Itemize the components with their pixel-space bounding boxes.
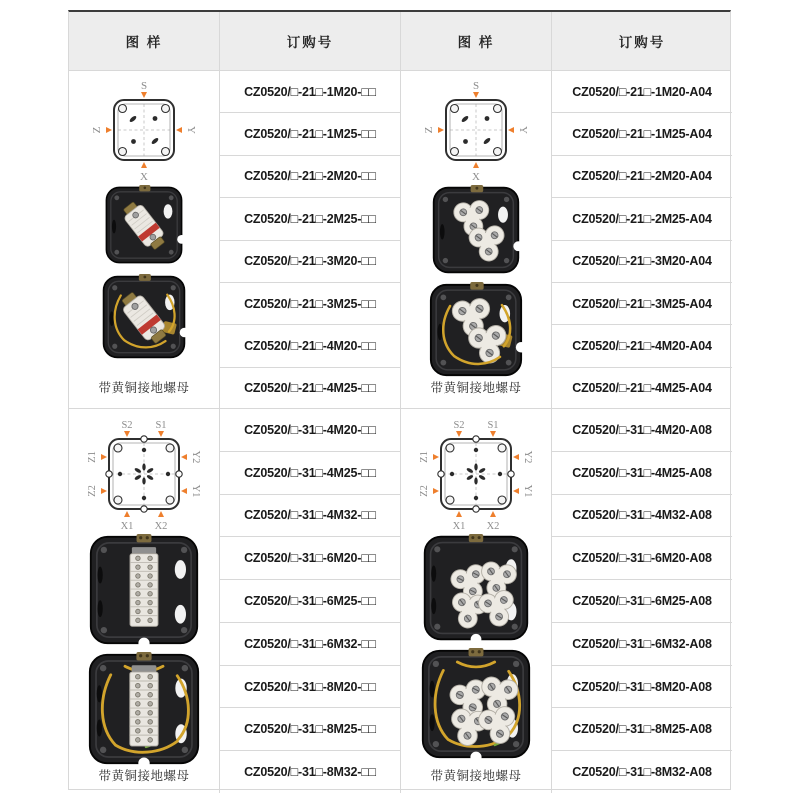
order-number: CZ0520/□-21□-1M20-A04 bbox=[552, 71, 732, 113]
order-number: CZ0520/□-21□-3M20-□□ bbox=[220, 241, 400, 283]
junction-box-photo-fuse-grounded bbox=[101, 274, 187, 360]
order-number: CZ0520/□-21□-1M25-□□ bbox=[220, 113, 400, 155]
diagram-label-top2: S1 bbox=[155, 420, 167, 431]
mounting-orientation-diagram-8way bbox=[412, 417, 540, 531]
diagram-label-left1: Z1 bbox=[419, 451, 430, 463]
order-number: CZ0520/□-21□-4M25-□□ bbox=[244, 381, 376, 396]
order-number: CZ0520/□-31□-6M25-A08 bbox=[552, 580, 732, 623]
diagram-label-bottom1: X1 bbox=[452, 521, 466, 531]
mounting-orientation-diagram-8way bbox=[80, 417, 208, 531]
order-number: CZ0520/□-31□-8M20-A08 bbox=[552, 666, 732, 709]
order-number: CZ0520/□-31□-4M32-A08 bbox=[552, 495, 732, 538]
table-header-row bbox=[69, 12, 730, 71]
mounting-orientation-diagram-4way bbox=[417, 79, 535, 181]
order-table bbox=[68, 10, 731, 790]
header-drawing-left: 图 样 bbox=[69, 12, 220, 70]
order-number: CZ0520/□-21□-2M25-□□ bbox=[220, 198, 400, 240]
junction-box-photo-terminal-strip-grounded bbox=[87, 652, 201, 766]
diagram-label-bottom2: X2 bbox=[154, 521, 168, 531]
order-number: CZ0520/□-21□-4M20-A04 bbox=[552, 325, 732, 367]
order-number: CZ0520/□-31□-8M20-□□ bbox=[220, 666, 400, 709]
section-21-series bbox=[69, 71, 730, 409]
diagram-label-left: Z bbox=[91, 126, 103, 134]
header-drawing-right: 图 样 bbox=[401, 12, 552, 70]
order-number: CZ0520/□-21□-2M20-A04 bbox=[552, 156, 732, 198]
order-number: CZ0520/□-21□-4M20-□□ bbox=[220, 325, 400, 367]
order-number: CZ0520/□-31□-4M32-□□ bbox=[220, 495, 400, 538]
order-number: CZ0520/□-21□-2M20-□□ bbox=[220, 156, 400, 198]
drawing-cell-31-left bbox=[69, 409, 220, 793]
diagram-label-left: Z bbox=[423, 126, 435, 134]
diagram-label-bottom1: X1 bbox=[120, 521, 134, 531]
order-number: CZ0520/□-31□-6M32-A08 bbox=[552, 623, 732, 666]
order-number: CZ0520/□-31□-6M32-□□ bbox=[220, 623, 400, 666]
order-number: CZ0520/□-21□-1M25-A04 bbox=[552, 113, 732, 155]
order-number: CZ0520/□-31□-8M32-□□ bbox=[244, 765, 376, 780]
header-orderno-left: 订购号 bbox=[220, 12, 401, 70]
diagram-label-left2: Z2 bbox=[87, 485, 98, 497]
diagram-label-right: Y bbox=[185, 126, 197, 134]
junction-box-photo-terminal-strip-plain bbox=[88, 534, 200, 646]
order-number: CZ0520/□-31□-6M25-□□ bbox=[220, 580, 400, 623]
order-number: CZ0520/□-21□-4M25-A04 bbox=[572, 381, 712, 396]
diagram-label-right2: Y1 bbox=[190, 484, 201, 498]
drawing-cell-21-left bbox=[69, 71, 220, 409]
order-number: CZ0520/□-31□-8M32-A08 bbox=[572, 765, 712, 780]
diagram-label-bottom: X bbox=[472, 171, 480, 181]
diagram-label-right1: Y2 bbox=[190, 450, 201, 464]
diagram-label-right2: Y1 bbox=[522, 484, 533, 498]
order-number: CZ0520/□-21□-2M25-A04 bbox=[552, 198, 732, 240]
junction-box-photo-quad-clover-plain bbox=[422, 534, 530, 642]
order-number: CZ0520/□-31□-4M20-□□ bbox=[220, 409, 400, 452]
order-number: CZ0520/□-31□-6M20-□□ bbox=[220, 537, 400, 580]
drawing-cell-31-right bbox=[401, 409, 552, 793]
caption-brass-ground-nut: 带黄铜接地螺母 bbox=[430, 381, 522, 395]
section-31-series bbox=[69, 409, 730, 789]
order-number: CZ0520/□-21□-3M25-A04 bbox=[552, 283, 732, 325]
diagram-label-left1: Z1 bbox=[87, 451, 98, 463]
junction-box-photo-fuse-plain bbox=[104, 185, 184, 265]
order-column-31-left bbox=[220, 409, 401, 793]
order-number: CZ0520/□-31□-4M20-A08 bbox=[552, 409, 732, 452]
order-number: CZ0520/□-31□-4M25-□□ bbox=[220, 452, 400, 495]
order-column-21-left bbox=[220, 71, 401, 409]
caption-brass-ground-nut: 带黄铜接地螺母 bbox=[98, 769, 190, 783]
order-number: CZ0520/□-31□-8M25-□□ bbox=[220, 708, 400, 751]
diagram-label-bottom: X bbox=[140, 171, 148, 181]
junction-box-photo-clover-grounded bbox=[428, 282, 524, 378]
diagram-label-right1: Y2 bbox=[522, 450, 533, 464]
diagram-label-bottom2: X2 bbox=[486, 521, 500, 531]
caption-brass-ground-nut: 带黄铜接地螺母 bbox=[430, 769, 522, 783]
junction-box-photo-quad-clover-grounded bbox=[420, 648, 532, 760]
order-column-31-right bbox=[552, 409, 732, 793]
diagram-label-top1: S2 bbox=[121, 420, 133, 431]
order-number: CZ0520/□-21□-1M20-□□ bbox=[220, 71, 400, 113]
order-number: CZ0520/□-31□-6M20-A08 bbox=[552, 537, 732, 580]
diagram-label-left2: Z2 bbox=[419, 485, 430, 497]
diagram-label-right: Y bbox=[517, 126, 529, 134]
drawing-cell-21-right bbox=[401, 71, 552, 409]
order-number: CZ0520/□-21□-3M25-□□ bbox=[220, 283, 400, 325]
junction-box-photo-clover-plain bbox=[431, 185, 521, 275]
diagram-label-top: S bbox=[140, 80, 148, 92]
order-number: CZ0520/□-31□-4M25-A08 bbox=[552, 452, 732, 495]
diagram-label-top: S bbox=[472, 80, 480, 92]
diagram-label-top2: S1 bbox=[487, 420, 499, 431]
order-number: CZ0520/□-21□-3M20-A04 bbox=[552, 241, 732, 283]
mounting-orientation-diagram-4way bbox=[85, 79, 203, 181]
order-column-21-right bbox=[552, 71, 732, 409]
caption-brass-ground-nut: 带黄铜接地螺母 bbox=[98, 381, 190, 395]
header-orderno-right: 订购号 bbox=[618, 35, 666, 50]
order-number: CZ0520/□-31□-8M25-A08 bbox=[552, 708, 732, 751]
diagram-label-top1: S2 bbox=[453, 420, 465, 431]
